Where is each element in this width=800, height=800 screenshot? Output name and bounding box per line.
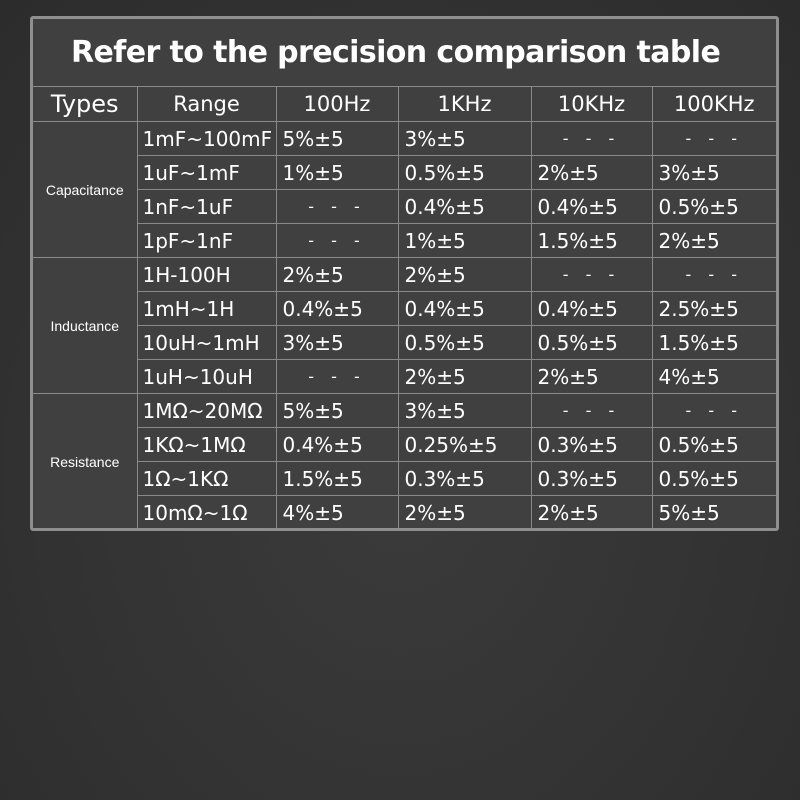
precision-cell: - - -: [276, 190, 398, 224]
precision-table: [33, 86, 776, 530]
header-1khz: 1KHz: [398, 87, 531, 122]
precision-cell: 2.5%±5: [652, 292, 776, 326]
precision-cell: - - -: [531, 258, 652, 292]
table-row: [33, 462, 776, 496]
table-row: [33, 156, 776, 190]
table-row: [33, 326, 776, 360]
precision-cell: 2%±5: [531, 360, 652, 394]
range-cell: 1nF~1uF: [137, 190, 276, 224]
header-10khz: 10KHz: [531, 87, 652, 122]
precision-cell: 2%±5: [398, 258, 531, 292]
precision-cell: 3%±5: [398, 122, 531, 156]
precision-cell: - - -: [652, 394, 776, 428]
range-cell: 1mH~1H: [137, 292, 276, 326]
precision-cell: 0.5%±5: [398, 156, 531, 190]
precision-cell: - - -: [276, 360, 398, 394]
precision-cell: 4%±5: [652, 360, 776, 394]
precision-cell: 0.3%±5: [531, 428, 652, 462]
range-cell: 10mΩ~1Ω: [137, 496, 276, 530]
range-cell: 1uF~1mF: [137, 156, 276, 190]
precision-cell: 1.5%±5: [276, 462, 398, 496]
precision-cell: - - -: [531, 122, 652, 156]
precision-table-panel: [30, 16, 779, 531]
precision-cell: 5%±5: [652, 496, 776, 530]
table-row: [33, 394, 776, 428]
type-cell-inductance: Inductance: [33, 258, 137, 394]
range-cell: 1MΩ~20MΩ: [137, 394, 276, 428]
type-cell-capacitance: Capacitance: [33, 122, 137, 258]
type-cell-resistance: Resistance: [33, 394, 137, 530]
precision-cell: 0.4%±5: [276, 428, 398, 462]
precision-cell: 2%±5: [398, 360, 531, 394]
table-row: [33, 292, 776, 326]
range-cell: 10uH~1mH: [137, 326, 276, 360]
precision-cell: 0.5%±5: [652, 462, 776, 496]
precision-cell: 0.4%±5: [531, 292, 652, 326]
range-cell: 1H-100H: [137, 258, 276, 292]
precision-cell: 3%±5: [652, 156, 776, 190]
range-cell: 1mF~100mF: [137, 122, 276, 156]
precision-cell: 5%±5: [276, 394, 398, 428]
precision-cell: 1.5%±5: [652, 326, 776, 360]
precision-cell: - - -: [652, 122, 776, 156]
precision-cell: 0.5%±5: [531, 326, 652, 360]
precision-cell: 0.3%±5: [531, 462, 652, 496]
precision-cell: - - -: [531, 394, 652, 428]
precision-cell: 5%±5: [276, 122, 398, 156]
precision-cell: 1%±5: [276, 156, 398, 190]
page-title: Refer to the precision comparison table: [71, 35, 721, 70]
precision-cell: 2%±5: [276, 258, 398, 292]
precision-cell: 0.25%±5: [398, 428, 531, 462]
precision-cell: 2%±5: [652, 224, 776, 258]
precision-cell: 4%±5: [276, 496, 398, 530]
header-types: Types: [33, 87, 137, 122]
precision-cell: - - -: [276, 224, 398, 258]
table-row: [33, 428, 776, 462]
precision-cell: 2%±5: [531, 156, 652, 190]
precision-cell: 3%±5: [276, 326, 398, 360]
precision-cell: 0.4%±5: [276, 292, 398, 326]
range-cell: 1KΩ~1MΩ: [137, 428, 276, 462]
table-row: [33, 224, 776, 258]
precision-cell: 0.4%±5: [398, 190, 531, 224]
precision-cell: 0.5%±5: [652, 428, 776, 462]
header-100hz: 100Hz: [276, 87, 398, 122]
precision-cell: - - -: [652, 258, 776, 292]
table-row: [33, 496, 776, 530]
table-row: [33, 360, 776, 394]
precision-cell: 2%±5: [398, 496, 531, 530]
table-row: [33, 190, 776, 224]
precision-cell: 0.5%±5: [398, 326, 531, 360]
table-row: [33, 258, 776, 292]
range-cell: 1Ω~1KΩ: [137, 462, 276, 496]
precision-cell: 2%±5: [531, 496, 652, 530]
header-100khz: 100KHz: [652, 87, 776, 122]
precision-cell: 0.4%±5: [398, 292, 531, 326]
precision-cell: 1.5%±5: [531, 224, 652, 258]
table-row: [33, 122, 776, 156]
precision-cell: 3%±5: [398, 394, 531, 428]
precision-cell: 0.5%±5: [652, 190, 776, 224]
precision-cell: 1%±5: [398, 224, 531, 258]
precision-cell: 0.4%±5: [531, 190, 652, 224]
precision-cell: 0.3%±5: [398, 462, 531, 496]
table-header-row: [33, 87, 776, 122]
range-cell: 1pF~1nF: [137, 224, 276, 258]
header-range: Range: [137, 87, 276, 122]
range-cell: 1uH~10uH: [137, 360, 276, 394]
